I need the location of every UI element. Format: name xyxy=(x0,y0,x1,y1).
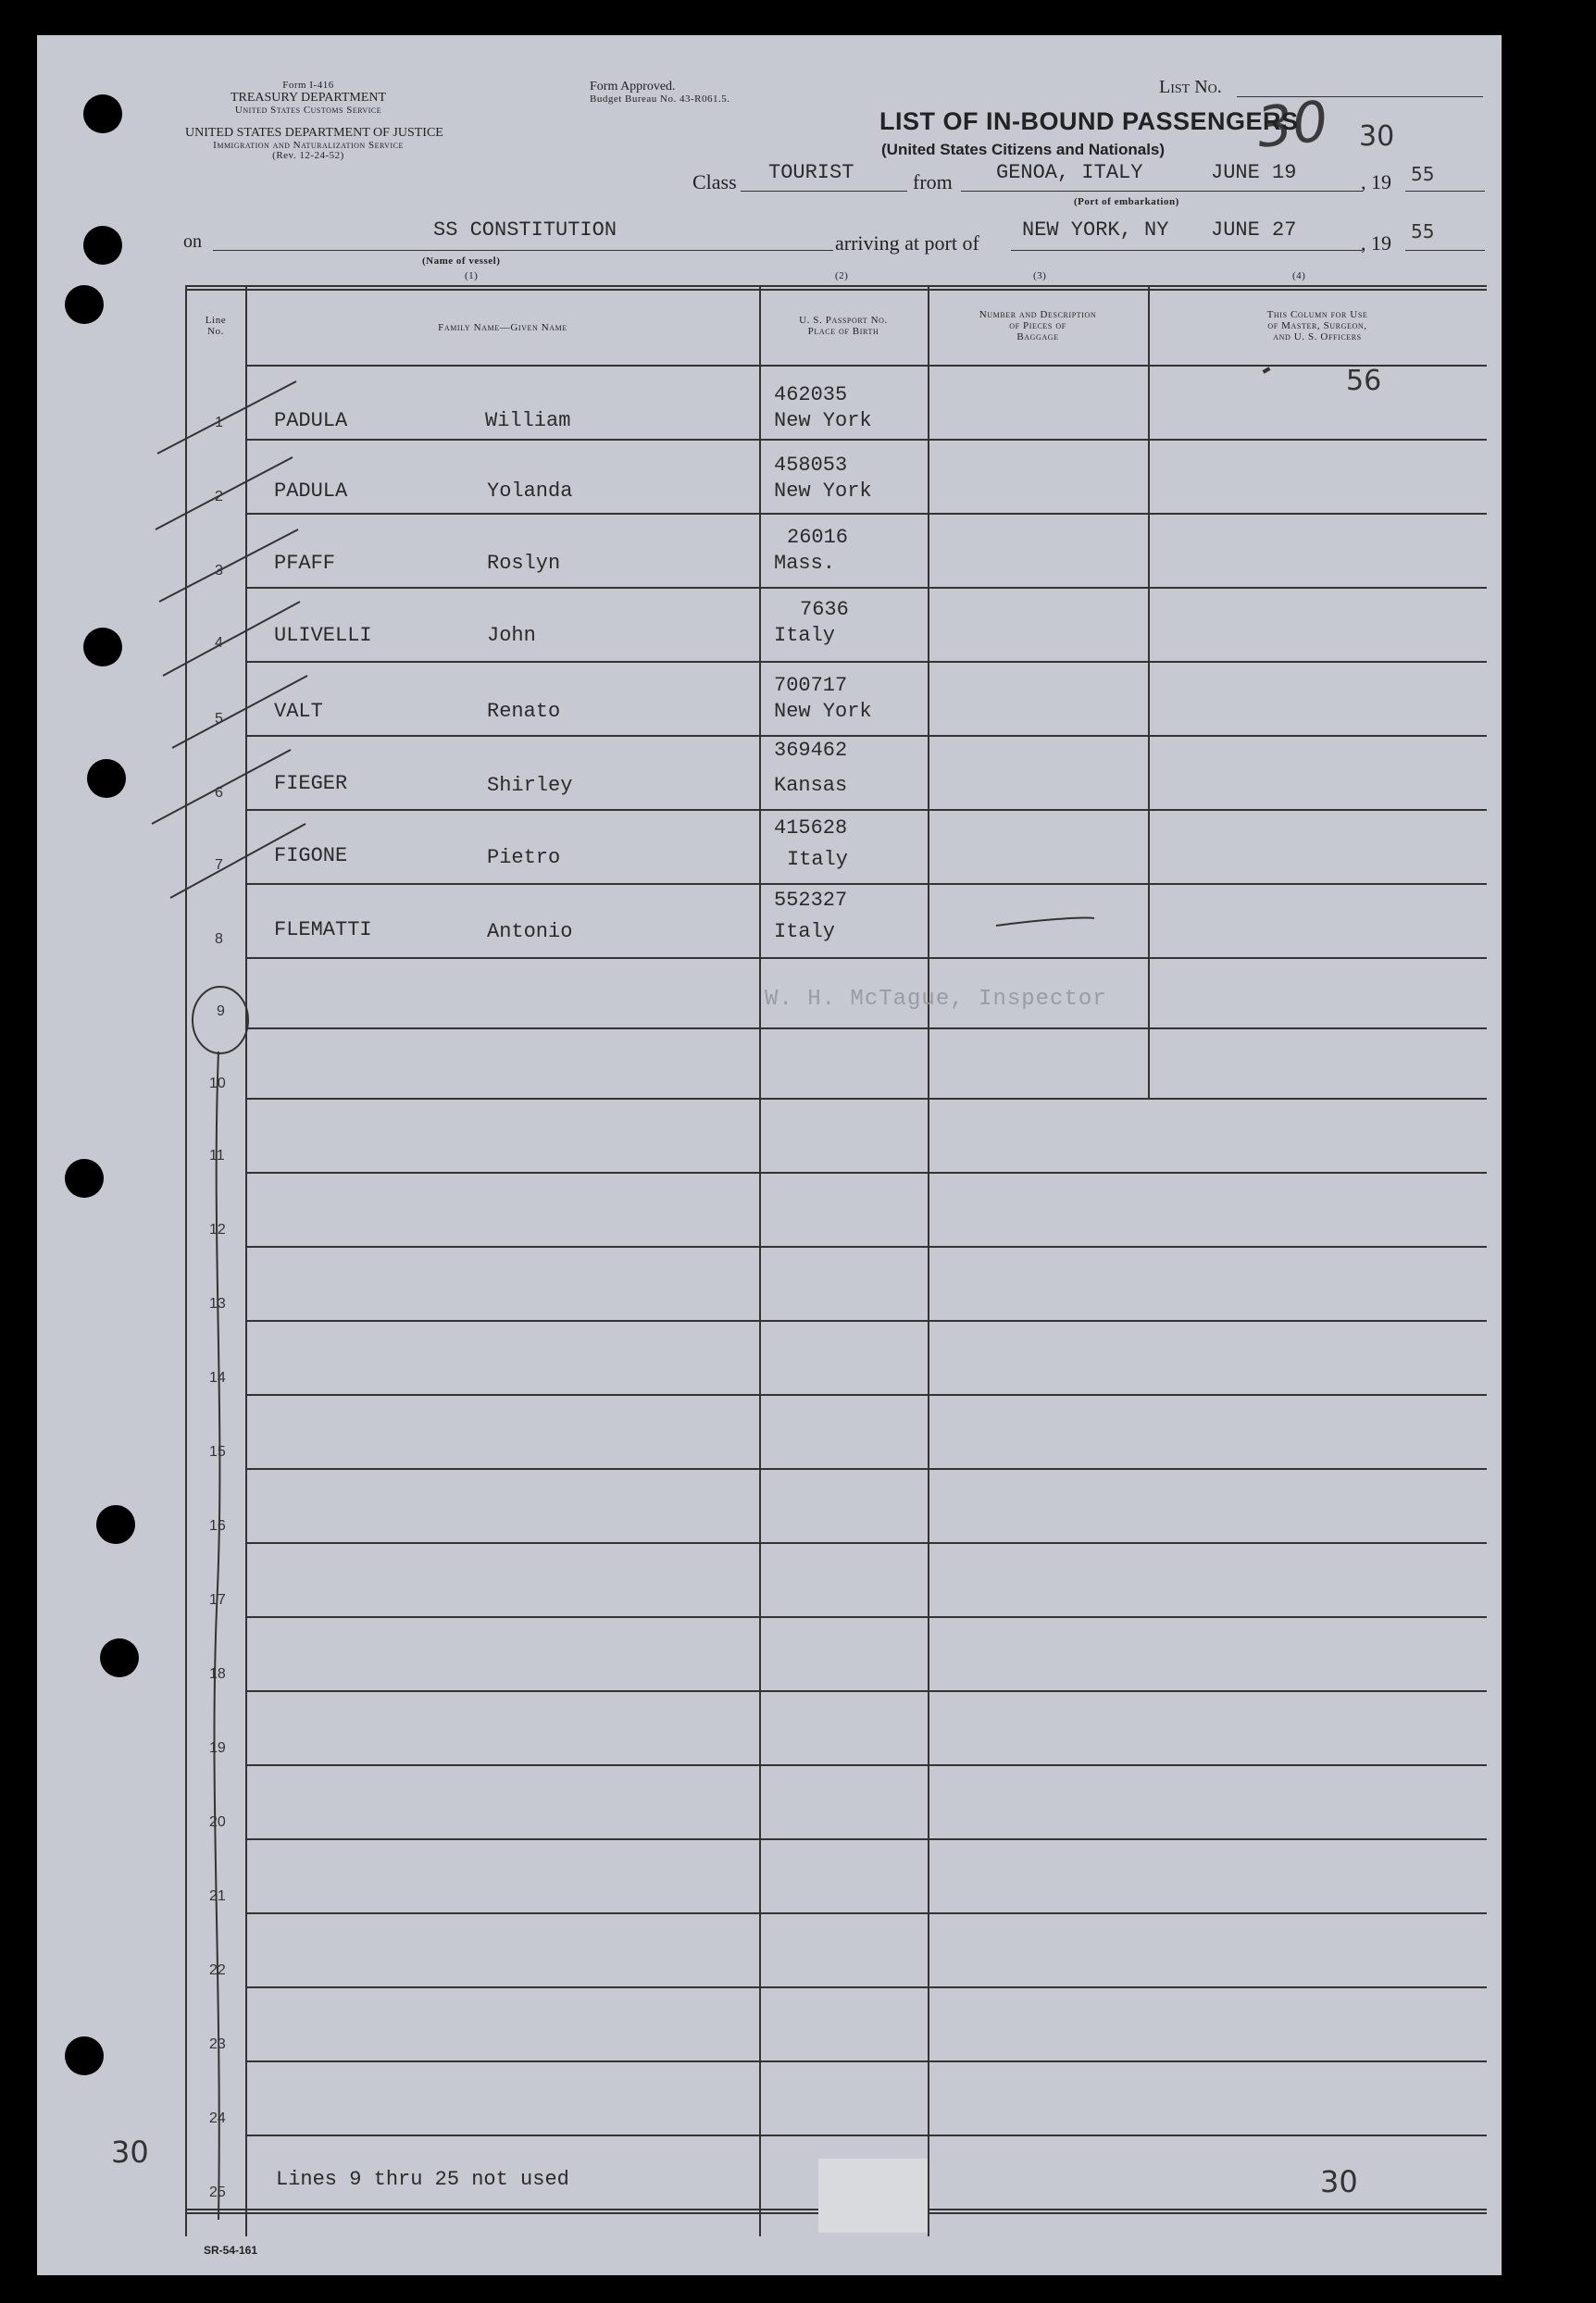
passport-number: 369462 xyxy=(774,739,848,762)
given-name: John xyxy=(487,624,536,647)
vessel-label: (Name of vessel) xyxy=(422,255,501,267)
family-name: FIGONE xyxy=(274,844,348,867)
class-value: TOURIST xyxy=(768,161,854,184)
header-baggage-c: Baggage xyxy=(1016,331,1059,342)
header-line-no-a: Line xyxy=(205,315,227,326)
lines-not-used-note: Lines 9 thru 25 not used xyxy=(276,2168,569,2191)
passport-number: 26016 xyxy=(787,526,849,549)
header-line-no-b: No. xyxy=(207,326,224,337)
punch-hole xyxy=(65,285,104,324)
embark-year: 55 xyxy=(1411,163,1435,185)
passport-number: 462035 xyxy=(774,383,848,406)
line-number: 23 xyxy=(209,2036,226,2052)
header-officers-c: and U. S. Officers xyxy=(1273,331,1362,342)
baggage-dash xyxy=(996,917,1094,926)
port-embarkation: GENOA, ITALY xyxy=(996,161,1143,184)
line-number: 17 xyxy=(209,1592,226,1608)
punch-hole xyxy=(83,226,122,265)
given-name: Roslyn xyxy=(487,552,561,575)
header-baggage-b: of Pieces of xyxy=(1009,320,1066,331)
given-name: Yolanda xyxy=(487,479,573,503)
col-num-2: (2) xyxy=(835,270,849,281)
arrival-year-prefix: , 19 xyxy=(1361,231,1391,255)
check-mark xyxy=(156,457,293,529)
passport-number: 458053 xyxy=(774,454,848,477)
line-number: 7 xyxy=(215,857,223,873)
line-number: 21 xyxy=(209,1888,226,1904)
line-number: 10 xyxy=(209,1076,226,1091)
punch-hole xyxy=(65,2036,104,2075)
form-number: Form I-416 xyxy=(282,80,334,91)
line-number: 25 xyxy=(209,2185,226,2200)
header-baggage-a: Number and Description xyxy=(979,309,1097,320)
given-name: Renato xyxy=(487,700,561,723)
on-label: on xyxy=(183,231,202,252)
budget-bureau: Budget Bureau No. 43-R061.5. xyxy=(590,93,730,105)
line-number: 1 xyxy=(215,415,223,430)
page-title: LIST OF IN-BOUND PASSENGERS xyxy=(879,107,1299,135)
line-number: 9 xyxy=(217,1003,225,1019)
family-name: ULIVELLI xyxy=(274,624,372,647)
check-mark xyxy=(170,824,305,898)
passport-number: 552327 xyxy=(774,889,848,912)
year-prefix: , 19 xyxy=(1361,170,1391,193)
line-number: 11 xyxy=(209,1148,225,1164)
document-page xyxy=(37,35,1502,2275)
arriving-label: arriving at port of xyxy=(835,231,979,255)
given-name: Shirley xyxy=(487,774,573,797)
port-embarkation-label: (Port of embarkation) xyxy=(1074,196,1179,207)
line-number: 22 xyxy=(209,1962,226,1978)
line-number: 16 xyxy=(209,1518,226,1534)
family-name: PADULA xyxy=(274,409,348,432)
department: TREASURY DEPARTMENT xyxy=(230,91,387,105)
check-mark xyxy=(172,676,307,748)
list-no-extra: 30 xyxy=(1359,120,1395,153)
officer-note: 56 xyxy=(1346,365,1382,397)
check-mark xyxy=(152,750,291,824)
inspector-stamp: W. H. McTague, Inspector xyxy=(765,987,1107,1012)
place-of-birth: Italy xyxy=(774,920,836,943)
line-number: 4 xyxy=(215,635,223,651)
margin-count: 30 xyxy=(111,2135,149,2170)
passport-number: 415628 xyxy=(774,816,848,840)
header-officers-a: This Column for Use xyxy=(1266,309,1368,320)
check-marks xyxy=(152,381,1094,2220)
family-name: PADULA xyxy=(274,479,348,503)
line-number: 24 xyxy=(209,2110,226,2126)
family-name: VALT xyxy=(274,700,323,723)
arrival-date: JUNE 27 xyxy=(1211,218,1297,242)
place-of-birth: Italy xyxy=(787,848,849,871)
place-of-birth: New York xyxy=(774,409,872,432)
line-number: 12 xyxy=(209,1222,226,1238)
class-label: Class xyxy=(692,170,737,193)
place-of-birth: Italy xyxy=(774,624,836,647)
revision-date: (Rev. 12-24-52) xyxy=(272,150,344,161)
place-of-birth: New York xyxy=(774,700,872,723)
punch-hole xyxy=(83,628,122,666)
family-name: FLEMATTI xyxy=(274,918,372,941)
line-number: 3 xyxy=(215,563,223,579)
header-name: Family Name—Given Name xyxy=(438,322,567,333)
given-name: Antonio xyxy=(487,920,573,943)
immigration-service: Immigration and Naturalization Service xyxy=(213,140,404,151)
bracket-line xyxy=(214,1052,219,2220)
header-passport-b: Place of Birth xyxy=(807,326,879,337)
customs-service: United States Customs Service xyxy=(234,105,382,116)
family-name: FIEGER xyxy=(274,772,348,795)
form-code: SR-54-161 xyxy=(204,2244,258,2257)
passport-number: 700717 xyxy=(774,674,848,697)
line-number: 14 xyxy=(209,1370,226,1386)
line-number: 15 xyxy=(209,1444,226,1460)
given-name: Pietro xyxy=(487,846,561,869)
arrival-port: NEW YORK, NY xyxy=(1022,218,1169,242)
line-number: 18 xyxy=(209,1666,226,1682)
punch-hole xyxy=(87,759,126,798)
punch-hole xyxy=(100,1638,139,1677)
list-no-value: 30 xyxy=(1253,89,1331,161)
col-num-4: (4) xyxy=(1292,270,1306,281)
col-num-3: (3) xyxy=(1033,270,1047,281)
line-number: 19 xyxy=(209,1740,226,1756)
page-subtitle: (United States Citizens and Nationals) xyxy=(881,141,1166,158)
check-mark xyxy=(159,529,298,602)
line-number: 6 xyxy=(215,785,223,801)
place-of-birth: Kansas xyxy=(774,774,848,797)
line-number: 13 xyxy=(209,1296,226,1312)
circle-mark xyxy=(193,987,248,1053)
arrival-year: 55 xyxy=(1411,220,1435,243)
header-officers-b: of Master, Surgeon, xyxy=(1267,320,1367,331)
from-label: from xyxy=(913,170,953,193)
embark-date: JUNE 19 xyxy=(1211,161,1297,184)
punch-hole xyxy=(96,1505,135,1544)
place-of-birth: Mass. xyxy=(774,552,836,575)
handwritten-marks xyxy=(37,35,1502,2275)
header-passport-a: U. S. Passport No. xyxy=(799,315,888,326)
check-mark xyxy=(157,381,296,454)
line-number: 2 xyxy=(215,489,223,504)
form-approved: Form Approved. xyxy=(590,80,676,93)
punch-hole xyxy=(65,1159,104,1198)
list-no-label: List No. xyxy=(1159,77,1222,97)
line-number: 8 xyxy=(215,931,223,947)
footer-count: 30 xyxy=(1320,2164,1358,2199)
punch-hole xyxy=(83,94,122,133)
passport-number: 7636 xyxy=(800,598,849,621)
family-name: PFAFF xyxy=(274,552,336,575)
place-of-birth: New York xyxy=(774,479,872,503)
line-number: 5 xyxy=(215,711,223,727)
col-num-1: (1) xyxy=(465,270,479,281)
given-name: William xyxy=(485,409,571,432)
line-number: 20 xyxy=(209,1814,226,1830)
check-mark xyxy=(163,602,300,676)
vessel-name: SS CONSTITUTION xyxy=(433,218,617,242)
justice-department: UNITED STATES DEPARTMENT OF JUSTICE xyxy=(185,126,443,140)
